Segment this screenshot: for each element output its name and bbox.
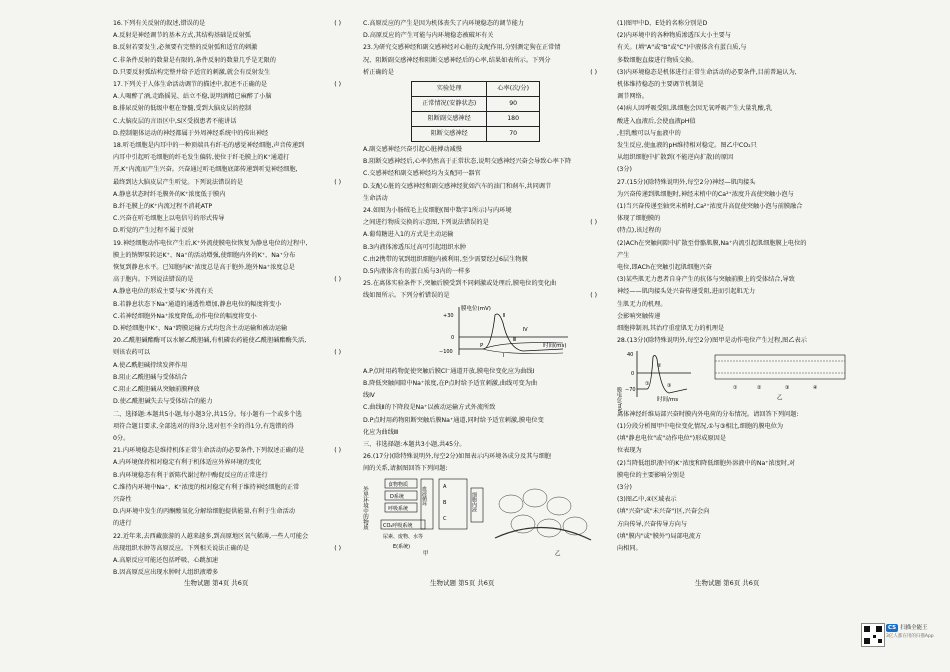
question-text: 线Ⅳ	[363, 392, 375, 400]
question-text: C.兴奋在听毛细胞上以电信号的形式传导	[113, 215, 225, 223]
question-text: D.内环境中发生的丙酮酸氧化分解给细胞提供能量,有利于生命活动	[113, 508, 295, 516]
question-text: C.若神经细胞外Na⁺浓度降低,动作电位的幅度将变小	[113, 312, 257, 320]
question-line	[617, 262, 855, 274]
question-line	[113, 299, 345, 311]
question-text: 出现组织水肿等高原反应。下列相关说法正确的是	[113, 544, 250, 552]
page-footer: 生物试题 第6页 共6页	[695, 579, 760, 587]
question-line	[617, 250, 855, 262]
question-text: 膜上的钠钾泵转运K⁺、Na⁺的活动增强,使细胞内外的K⁺、Na⁺分布	[113, 251, 296, 259]
region-label: ②	[757, 385, 762, 392]
question-text: D.5内液体含有的蛋白质与3内的一样多	[363, 268, 471, 276]
tick-label: +30	[443, 312, 454, 319]
question-line	[363, 402, 601, 414]
table-header: 心率(次/分)	[487, 82, 540, 97]
box-label: 呼吸系统	[388, 505, 409, 512]
question-line	[363, 30, 601, 42]
question-text: A.人喝醉了酒,走路摇晃、站立不稳,说明酒精已麻醉了小脑	[113, 93, 272, 101]
question-line	[363, 217, 601, 229]
question-text: C.曲线Ⅱ的下降段是Na⁺以被动运输方式外流所致	[363, 404, 496, 412]
question-line	[113, 433, 345, 445]
question-line	[113, 494, 345, 506]
fig26-left-label: 外界环境中的物质	[362, 485, 368, 530]
region-label: ②	[657, 363, 662, 370]
answer-parentheses: ( )	[590, 292, 597, 300]
answer-parentheses: ( )	[590, 219, 597, 227]
question-line	[113, 55, 345, 67]
question-line	[617, 164, 855, 176]
curve-label: Ⅰ	[503, 352, 505, 359]
question-text: 神经——肌肉接头处兴奋传递受阻,进而引起肌无力	[617, 288, 756, 296]
curve-label: Ⅲ	[513, 336, 517, 343]
question-text: 则该农药可以	[113, 349, 151, 357]
question-text: 28.(13分)(除特殊说明外,每空2分)图甲是动作电位产生过程,图乙表示	[617, 337, 807, 345]
question-text: 24.如图为小肠绒毛上皮细胞(图中数字1所示)与内环境	[363, 207, 512, 215]
question-text: 电位,即ACh在突触引起肌细胞兴奋	[617, 264, 712, 272]
question-line	[617, 128, 855, 140]
scanner-name: 扫描全能王	[900, 625, 928, 631]
table-cell: 阻断交感神经	[412, 127, 487, 142]
question-line	[113, 335, 345, 347]
question-text: D.听觉的产生过程不属于反射	[113, 227, 194, 235]
box-label: CO₂呼吸系统	[383, 522, 413, 529]
question-text: 从组织细胞中扩散到(不能逆向扩散)的原因	[617, 154, 734, 162]
question-line	[617, 116, 855, 128]
column-page-5	[363, 18, 601, 561]
question-line	[617, 421, 855, 433]
question-line	[617, 299, 855, 311]
question-text: 18.听毛细胞是内耳中的一种顶端具有纤毛的感觉神经细胞,声音传递到	[113, 142, 305, 150]
question-line	[363, 193, 601, 205]
question-text: 方向传导,兴奋传导方向与	[617, 520, 688, 528]
question-line	[617, 177, 855, 189]
question-text: D.神经细胞中K⁺、Na⁺跨膜运输方式均包含主动运输和被动运输	[113, 325, 288, 333]
question-line	[363, 181, 601, 193]
curve-label: Ⅳ	[523, 326, 528, 333]
question-text: (2)内环境中的各种物质渗透压大小主要与	[617, 32, 731, 40]
question-text: C.由2携带的氧到组织细胞内被利用,至少需要经过6层生物膜	[363, 255, 528, 263]
answer-parentheses: ( )	[590, 68, 597, 76]
question-line	[363, 290, 601, 302]
question-line	[113, 360, 345, 372]
question-text: (2)当降低组织液中的K⁺浓度和降低细胞外溶液中的Na⁺浓度时,对	[617, 459, 796, 467]
question-text: A.静息电位的形成主要与K⁺外流有关	[113, 288, 214, 296]
question-line	[113, 201, 345, 213]
question-line	[113, 91, 345, 103]
question-text: 二、选择题:本题共5小题,每小题3分,共15分。每小题有一个或多个选	[113, 410, 302, 418]
question-text: B.若静息状态下Na⁺通道的通透性增加,静息电位的幅度将变小	[113, 300, 282, 308]
question-text: A.P点时用药物促使突触后膜Cl⁻通道开放,膜电位变化应为曲线Ⅰ	[363, 367, 535, 375]
question-line	[363, 278, 601, 290]
page-footer: 生物试题 第4页 共6页	[184, 579, 249, 587]
column-page-4	[113, 18, 345, 579]
question-line	[617, 18, 855, 30]
question-line	[113, 409, 345, 421]
table-header: 实验处理	[412, 82, 487, 97]
question-text: 产生	[617, 251, 630, 259]
question-line	[363, 205, 601, 217]
question-text: 开,K⁺内流而产生兴奋。兴奋通过听毛细胞底部传递到听觉神经细胞,	[113, 166, 298, 174]
question-text: (填"静息电位"或"动作电位")形成原因是	[617, 435, 727, 443]
question-text: (2)ACh在突触间隙中扩散至骨骼肌膜,Na⁺内流引起肌细胞膜上电位的	[617, 239, 807, 247]
question-line	[113, 347, 345, 359]
question-line	[617, 286, 855, 298]
question-line	[363, 168, 601, 180]
question-text: 生命活动	[363, 194, 388, 202]
question-line	[617, 323, 855, 335]
question-line	[113, 482, 345, 494]
question-text: B.阻止乙酰胆碱与受体结合	[113, 373, 188, 381]
question-text: 兴奋性	[113, 495, 132, 503]
question-text: 项符合题目要求,全部选对的得3分,选对但不全的得1分,有选错的得	[113, 422, 294, 430]
table-cell: 阻断副交感神经	[412, 112, 487, 127]
question-text: 之间进行物质交换的示意图,下列说法错误的是	[363, 219, 489, 227]
question-text: 机体维持稳态的主要调节机制是	[617, 81, 704, 89]
question-line	[617, 494, 855, 506]
question-line	[363, 144, 601, 156]
question-text: B.因高原反应出现水肿时人组织液增多	[113, 569, 219, 577]
question-line	[363, 463, 601, 475]
question-text: A.葡萄糖进入1的方式是主动运输	[363, 231, 454, 239]
region-label: ③	[667, 383, 672, 390]
question-text: A.副交感神经兴奋引起心脏搏动减慢	[363, 146, 462, 154]
question-line	[363, 415, 601, 427]
question-text: 26.(17分)(除特殊说明外,每空2分)如图表示内环境各成分及其与细胞	[363, 453, 551, 461]
nerve-fiber	[715, 355, 845, 379]
question-line	[113, 555, 345, 567]
question-line	[113, 103, 345, 115]
region-label: ①	[645, 381, 650, 388]
box-label: D系统	[390, 493, 404, 500]
question-text: 内耳中引起听毛细胞的纤毛发生偏转,使位于纤毛膜上的K⁺通道打	[113, 154, 290, 162]
scanner-badge: CS	[888, 625, 897, 631]
question-text: B.3内液体渗透压过高可引起组织水肿	[363, 243, 466, 251]
question-line	[617, 103, 855, 115]
question-text: B.排尿反射的低级中枢在脊髓,受到大脑皮层的控制	[113, 105, 252, 113]
question-line	[113, 79, 345, 91]
question-line	[617, 91, 855, 103]
question-line	[617, 67, 855, 79]
question-text: 化应为曲线Ⅲ	[363, 428, 399, 436]
question-line	[113, 164, 345, 176]
question-line	[113, 225, 345, 237]
question-line	[617, 433, 855, 445]
question-text: C.非条件反射的数量是有限的,条件反射的数量几乎是无限的	[113, 56, 276, 64]
question-line	[113, 531, 345, 543]
question-text: B.纤毛膜上的K⁺内流过程不消耗ATP	[113, 203, 213, 211]
question-text: B.降低突触间隙中Na⁺浓度,在P点时给予适宜刺激,曲线可变为曲	[363, 380, 538, 388]
question-line	[113, 213, 345, 225]
question-text: D.P点时用药物阻断突触后膜Na⁺通道,同时给予适宜刺激,膜电位变	[363, 416, 544, 424]
question-line	[113, 67, 345, 79]
question-text: 16.下列有关反射的叙述,错误的是	[113, 20, 206, 27]
question-line	[113, 470, 345, 482]
question-line	[113, 518, 345, 530]
question-text: 23.为研究交感神经和副交感神经对心脏的支配作用,分别测定狗在正常情	[363, 44, 561, 52]
question-line	[113, 250, 345, 262]
question-line	[363, 451, 601, 463]
question-line	[617, 470, 855, 482]
question-line	[617, 543, 855, 555]
answer-parentheses: ( )	[334, 20, 341, 27]
tick-label: 0	[631, 371, 635, 378]
region-label: ③	[785, 385, 790, 392]
membrane-potential-figure	[363, 303, 599, 361]
fig28-xlabel: 时间/ms	[657, 397, 679, 404]
question-line	[113, 384, 345, 396]
question-text: A.反射是神经调节的基本方式,其结构基础是反射弧	[113, 32, 251, 40]
question-line	[363, 427, 601, 439]
question-line	[113, 396, 345, 408]
question-text: 多数细胞直接进行物质交换。	[617, 56, 698, 64]
question-line	[113, 262, 345, 274]
question-text: (1)图甲中D、E处的名称分别是D	[617, 20, 708, 27]
letter-label: B	[443, 499, 447, 506]
question-line	[617, 482, 855, 494]
caption-b: 乙	[555, 550, 561, 557]
question-line	[617, 79, 855, 91]
question-line	[363, 67, 601, 79]
question-text: 最终到达大脑皮层产生听觉。下列说法错误的是	[113, 178, 243, 186]
question-text: C.大脑皮层的言语区中,S区受损患者不能讲话	[113, 117, 237, 125]
question-text: 线如图所示。下列分析错误的是	[363, 292, 450, 300]
question-line	[363, 156, 601, 168]
question-text: C.高原反应的产生是因为机体丧失了内环境稳态的调节能力	[363, 20, 524, 27]
question-text: (填"兴奋"或"未兴奋")区,兴奋会向	[617, 508, 710, 516]
question-line	[113, 421, 345, 433]
answer-parentheses: ( )	[334, 544, 341, 552]
box-label: 血液循环	[421, 485, 427, 506]
question-line	[113, 372, 345, 384]
tick-label: −100	[439, 348, 453, 355]
question-line	[113, 286, 345, 298]
box-label: 细胞内液	[471, 491, 477, 512]
curve-label: Ⅱ	[503, 312, 506, 319]
region-label: ④	[813, 385, 818, 392]
question-text: D.高原反应的产生可能与内环境稳态被破坏有关	[363, 32, 494, 40]
question-text: (1)当兴奋传递至轴突末梢时,Ca²⁺浓度升高促使突触小泡与前膜融合	[617, 203, 803, 211]
question-text: 细胞抑制剂,其治疗重症肌无力的机理是	[617, 325, 725, 333]
question-text: D.使乙酰胆碱失去与受体结合的能力	[113, 398, 213, 406]
question-line	[113, 152, 345, 164]
question-line	[617, 274, 855, 286]
caption-a: 甲	[423, 550, 429, 557]
table-cell: 70	[487, 127, 540, 142]
question-text: (3)内环境稳态是机体进行正常生命活动的必要条件,目前普遍认为,	[617, 68, 797, 76]
region-label: ①	[733, 385, 738, 392]
question-text: 25.在离体实验条件下,突触后膜受到不同刺激或处理后,膜电位的变化曲	[363, 280, 557, 288]
question-line	[113, 18, 345, 30]
point-p: P	[480, 342, 484, 349]
internal-environment-figure	[363, 476, 599, 556]
question-text: C.维持内环境中Na⁺、K⁺浓度的相对稳定有利于维持神经细胞的正常	[113, 483, 300, 491]
question-line	[113, 323, 345, 335]
question-text: 高于胞内。下列说法错误的是	[113, 276, 194, 284]
box-label: 尿素、废物、水等	[383, 533, 424, 540]
question-text: 酸进入血液后,会使血液pH值	[617, 117, 696, 125]
tick-label: 40	[627, 352, 634, 359]
fig25-xlabel: 时间(ms)	[543, 342, 567, 349]
question-text: 位表现为	[617, 447, 642, 455]
qr-code-icon	[861, 623, 885, 647]
question-text: B.反射若要发生,必须要有完整的反射弧和适宜的刺激	[113, 44, 258, 52]
question-line	[113, 42, 345, 54]
question-text: 膜电位的主要影响分别是	[617, 471, 686, 479]
question-line	[363, 18, 601, 30]
question-line	[363, 378, 601, 390]
action-potential-figure	[616, 347, 853, 413]
question-text: (3分)	[617, 483, 632, 491]
question-text: 三、非选择题:本题共3小题,共45分。	[363, 441, 466, 449]
question-text: (3)图乙中,④区域表示	[617, 496, 677, 504]
question-text: 的进行	[113, 520, 132, 528]
question-line	[617, 225, 855, 237]
question-text: 恢复到静息水平。已知胞内K⁺浓度总是高于胞外,胞外Na⁺浓度总是	[113, 264, 295, 272]
page-footer: 生物试题 第5页 共6页	[430, 579, 495, 587]
question-line	[617, 445, 855, 457]
question-text: D.支配心脏的交感神经和副交感神经犹如汽车的油门和刹车,共同调节	[363, 182, 552, 190]
question-line	[617, 42, 855, 54]
question-line	[617, 335, 855, 347]
letter-label: C	[443, 515, 447, 522]
question-line	[617, 140, 855, 152]
table-cell: 90	[487, 97, 540, 112]
question-text: ,但乳酸可以与血液中的	[617, 129, 681, 137]
answer-parentheses: ( )	[334, 178, 341, 186]
question-text: 0分。	[113, 434, 130, 442]
question-text: (1)分段分析图甲中电位变化情况,①与③相比,细胞的膜电位为	[617, 422, 784, 430]
question-text: 27.(15分)(除特殊说明外,每空2分)神经—肌肉接头	[617, 178, 756, 186]
question-line	[113, 116, 345, 128]
question-text: 19.神经细胞动作电位产生后,K⁺外流使膜电位恢复为静息电位的过程中,	[113, 239, 308, 247]
question-text: (3分)	[617, 166, 632, 174]
question-line	[363, 55, 601, 67]
tick-label: −70	[625, 387, 636, 394]
answer-parentheses: ( )	[334, 276, 341, 284]
question-text: C.阻止乙酰胆碱从突触前膜释放	[113, 386, 200, 394]
question-text: 22.近年来,去西藏旅游的人越来越多,到高原地区氧气稀薄,一些人可能会	[113, 532, 309, 540]
question-text: (填"膜内"或"膜外")局部电流方	[617, 532, 702, 540]
question-text: 发生反应,使血液的pH维持相对稳定。图乙中CO₂只	[617, 142, 757, 150]
box-label: 食物物质	[388, 481, 409, 488]
question-text: A.使乙酰胆碱持续发挥作用	[113, 361, 188, 369]
question-line	[363, 242, 601, 254]
question-line	[113, 506, 345, 518]
question-text: B.内环境稳态有利于新陈代谢过程中酶促反应的正常进行	[113, 471, 268, 479]
question-line	[113, 311, 345, 323]
question-line	[363, 266, 601, 278]
question-text: D.控制躯体运动的神经都属于外周神经系统中的传出神经	[113, 129, 269, 137]
question-text: 离体神经纤维局部兴奋时膜内外电荷的分布情况。请回答下列问题:	[617, 410, 799, 418]
question-line	[363, 254, 601, 266]
question-line	[113, 445, 345, 457]
question-line	[363, 390, 601, 402]
question-line	[113, 543, 345, 555]
question-text: 17.下列关于人体生命活动调节的描述中,叙述不正确的是	[113, 81, 268, 89]
question-line	[617, 458, 855, 470]
question-text: 为兴奋传递到肌细胞时,神经末梢中的Ca²⁺浓度升高使突触小泡与	[617, 190, 794, 198]
answer-parentheses: ( )	[334, 349, 341, 357]
question-line	[617, 152, 855, 164]
question-text: 生肌无力的机理。	[617, 300, 667, 308]
question-line	[617, 238, 855, 250]
question-text: 间的关系,请据图回答下列问题:	[363, 465, 448, 473]
question-text: (3)某些肌无力患者自身产生的抗体与突触前膜上的受体结合,导致	[617, 276, 795, 284]
action-potential-curve	[637, 356, 687, 394]
question-text: 况、阻断副交感神经和阻断交感神经后的心率,结果如表所示。下列分	[363, 56, 551, 64]
fig28-ylabel: 膜电位/mV	[616, 387, 622, 413]
cell-tissue-drawing	[495, 489, 591, 540]
question-line	[113, 177, 345, 189]
question-line	[113, 274, 345, 286]
fig25-ylabel: 膜电位(mV)	[461, 305, 491, 312]
question-line	[617, 506, 855, 518]
question-line	[113, 128, 345, 140]
answer-parentheses: ( )	[334, 81, 341, 89]
question-text: 向相同。	[617, 544, 642, 552]
scanner-watermark	[886, 624, 934, 641]
question-line	[617, 531, 855, 543]
question-text: D.只要反射弧结构完整并给予适宜的刺激,就会有反射发生	[113, 68, 271, 76]
question-line	[617, 201, 855, 213]
table-cell: 180	[487, 112, 540, 127]
question-text: 体现了细胞膜的	[617, 215, 661, 223]
question-line	[363, 229, 601, 241]
question-text: A.静息状态时纤毛膜外的K⁺浓度低于膜内	[113, 190, 226, 198]
question-text: 析正确的是	[363, 68, 394, 76]
question-text: 有关。(填"A"或"B"或"C")中液体含有蛋白质,与	[617, 44, 747, 52]
question-text: 会影响突触传递	[617, 312, 661, 320]
tick-label: 0	[451, 334, 455, 341]
question-line	[113, 30, 345, 42]
question-text: (特点),该过程的	[617, 227, 661, 235]
question-text: C.交感神经和副交感神经均为支配同一器官	[363, 170, 481, 178]
scanner-sub: 3亿人都在用的扫描App	[886, 634, 934, 639]
question-line	[363, 366, 601, 378]
question-line	[113, 238, 345, 250]
question-line	[617, 311, 855, 323]
caption-b: 乙	[777, 395, 783, 402]
question-line	[617, 55, 855, 67]
question-line	[113, 140, 345, 152]
question-line	[617, 409, 855, 421]
question-text: 20.乙酰胆碱酯酶可以水解乙酰胆碱,有机磷农药能使乙酰胆碱酯酶失活,	[113, 337, 307, 345]
question-line	[617, 519, 855, 531]
question-line	[363, 42, 601, 54]
question-text: A.高原反应可能还包括呼吸、心跳加速	[113, 556, 219, 564]
question-line	[113, 457, 345, 469]
table-cell: 正常情况(安静状态)	[412, 97, 487, 112]
question-line	[617, 30, 855, 42]
letter-label: A	[443, 483, 447, 490]
column-page-6	[617, 18, 855, 555]
question-line	[113, 189, 345, 201]
question-line	[617, 213, 855, 225]
question-text: 21.内环境稳态是维持机体正常生命活动的必要条件,下列叙述正确的是	[113, 447, 305, 455]
question-line	[363, 439, 601, 451]
question-text: 调节网络。	[617, 93, 648, 101]
question-text: (4)病人因呼吸受阻,肌细胞会因无氧呼吸产生大量乳酸,乳	[617, 105, 773, 113]
question-text: B.阻断交感神经后,心率仍然高于正常状态,说明交感神经兴奋会导致心率下降	[363, 158, 572, 166]
answer-parentheses: ( )	[334, 447, 341, 455]
heart-rate-table	[411, 81, 540, 142]
box-label: E(系统)	[393, 543, 411, 550]
question-line	[617, 189, 855, 201]
question-text: A.内环境保持相对稳定有利于机体适应外界环境的变化	[113, 459, 262, 467]
